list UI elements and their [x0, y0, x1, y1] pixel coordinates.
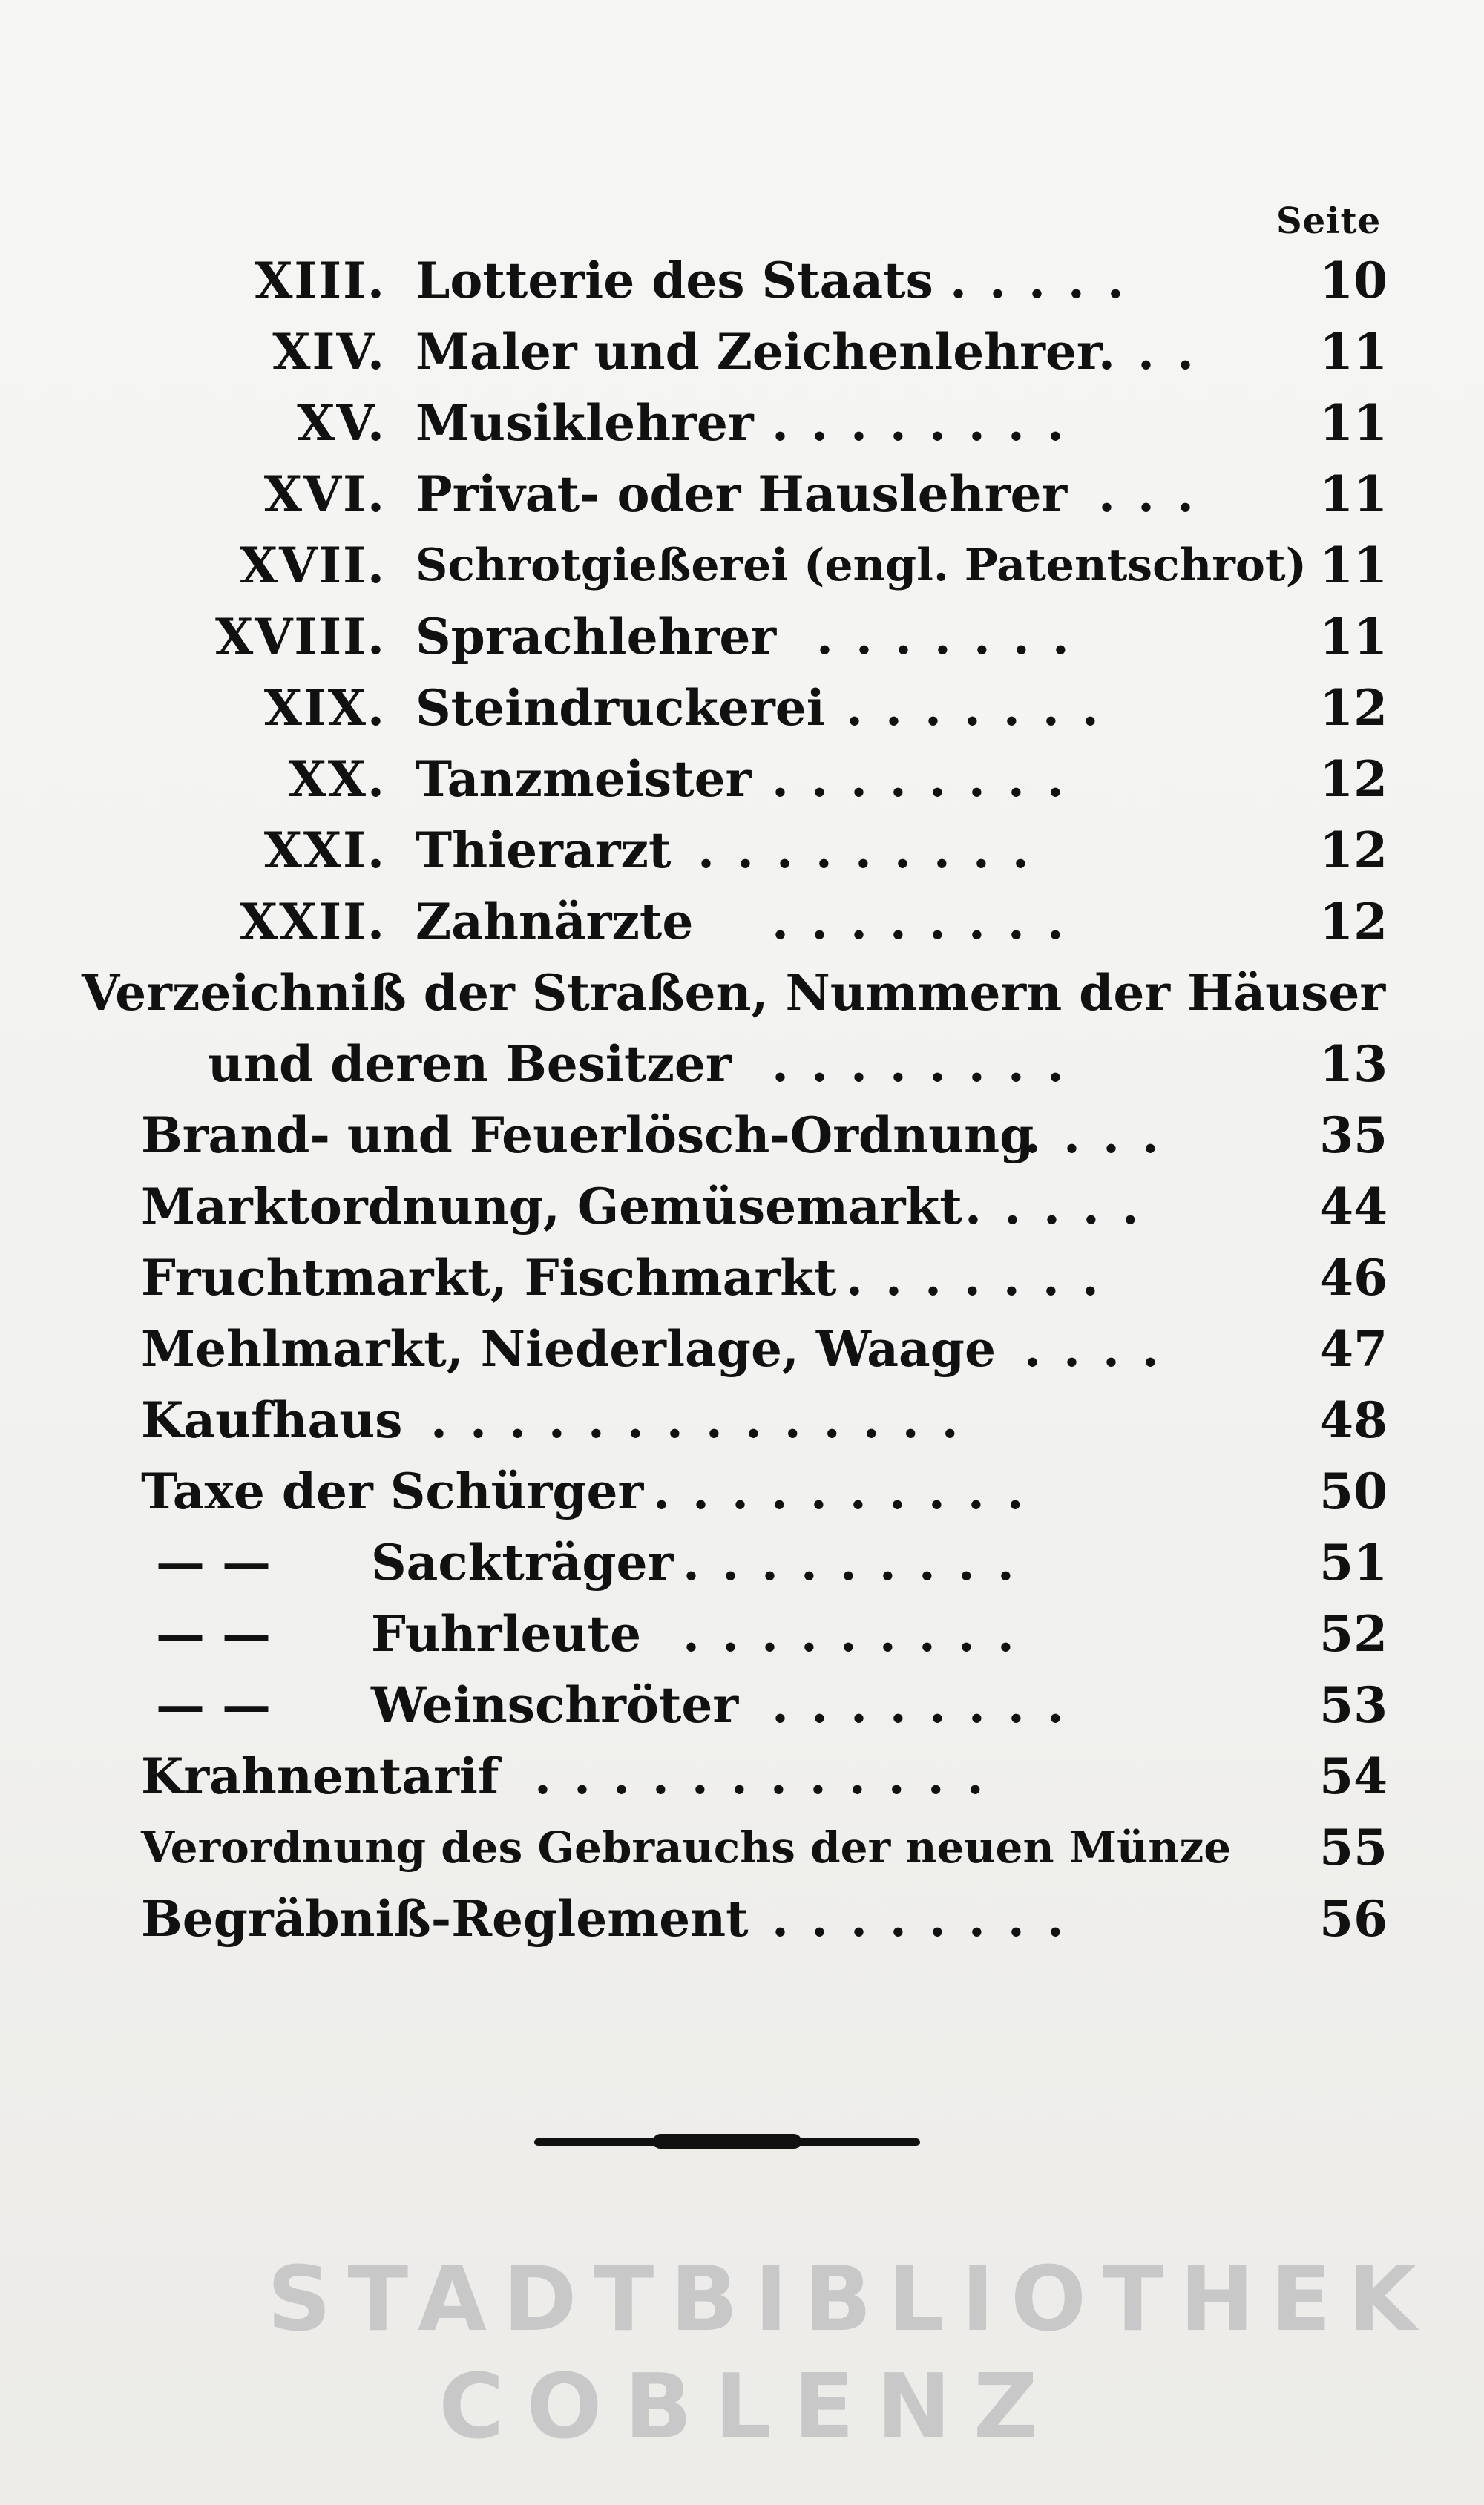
entry-numeral: XX.	[288, 750, 386, 808]
entry-page: 50	[1319, 1462, 1388, 1520]
toc-entry	[0, 387, 1484, 459]
entry-page: 53	[1319, 1676, 1388, 1734]
toc-entry	[0, 1242, 1484, 1313]
entry-label: Verzeichniß der Straßen, Nummern der Häuser	[82, 964, 1386, 1022]
entry-label: Zahnärzte	[416, 893, 694, 951]
leader-dots: .......	[846, 679, 1121, 737]
entry-numeral: XIII.	[255, 252, 386, 309]
page-column-header: Seite	[1276, 200, 1382, 242]
entry-label: Weinschröter	[371, 1676, 739, 1734]
entry-page: 11	[1319, 323, 1388, 381]
entry-page: 48	[1319, 1391, 1388, 1449]
entry-page: 12	[1319, 679, 1388, 737]
toc-entry-street-register	[0, 957, 1484, 1028]
ditto-dashes: — —	[156, 1534, 271, 1592]
leader-dots: ............	[534, 1747, 1006, 1805]
leader-dots: ........	[772, 1890, 1086, 1948]
entry-numeral: XVII.	[239, 536, 386, 594]
entry-page: 10	[1319, 252, 1388, 309]
entry-page: 44	[1319, 1178, 1388, 1235]
leader-dots: ...	[1098, 465, 1216, 523]
entry-label: Sackträger	[371, 1534, 674, 1592]
entry-page: 11	[1319, 465, 1388, 523]
closing-rule-center	[653, 2134, 801, 2149]
stamp-line-1: STADTBIBLIOTHEK	[267, 2248, 1434, 2351]
entry-page: 12	[1319, 750, 1388, 808]
entry-label: Thierarzt	[416, 821, 672, 879]
toc-entry	[0, 815, 1484, 886]
entry-label: Lotterie des Staats	[416, 252, 933, 309]
leader-dots: ........	[772, 394, 1086, 452]
entry-page: 47	[1319, 1320, 1388, 1378]
leader-dots: ........	[772, 750, 1086, 808]
toc-entry	[0, 459, 1484, 530]
library-stamp	[267, 2248, 1434, 2463]
leader-dots: ........	[772, 1035, 1086, 1093]
entry-label: Verordnung des Gebrauchs der neuen Münze	[141, 1822, 1232, 1873]
entry-page: 12	[1319, 821, 1388, 879]
entry-page: 46	[1319, 1249, 1388, 1307]
entry-numeral: XXII.	[239, 893, 386, 951]
entry-page: 11	[1319, 394, 1388, 452]
entry-label-continued: und deren Besitzer	[208, 1035, 732, 1093]
entry-label: Fuhrleute	[371, 1605, 641, 1663]
entry-page: 11	[1319, 536, 1388, 594]
entry-page: 56	[1319, 1890, 1388, 1948]
leader-dots: .........	[697, 821, 1051, 879]
entry-page: 12	[1319, 893, 1388, 951]
entry-label: Steindruckerei	[416, 679, 825, 737]
entry-numeral: XXI.	[263, 821, 386, 879]
toc-entry	[0, 1883, 1484, 1954]
entry-label: Privat- oder Hauslehrer	[416, 465, 1068, 523]
toc-entry	[0, 886, 1484, 957]
entry-label: Krahnentarif	[141, 1747, 499, 1805]
toc-entry	[0, 530, 1484, 601]
leader-dots: .......	[816, 608, 1091, 666]
entry-page: 52	[1319, 1605, 1388, 1663]
toc-entry	[0, 743, 1484, 815]
leader-dots: ....	[1024, 1320, 1181, 1378]
entry-numeral: XIX.	[263, 679, 386, 737]
toc-entry	[0, 1812, 1484, 1883]
leader-dots: ........	[772, 893, 1086, 951]
toc-subentry	[0, 1598, 1484, 1670]
entry-page: 55	[1319, 1819, 1388, 1877]
toc-entry	[0, 1385, 1484, 1456]
leader-dots: .......	[846, 1249, 1121, 1307]
entry-label: Musiklehrer	[416, 394, 754, 452]
leader-dots: ..........	[653, 1462, 1046, 1520]
toc-entry	[0, 1100, 1484, 1171]
entry-page: 11	[1319, 608, 1388, 666]
entry-label: Kaufhaus	[141, 1391, 403, 1449]
entry-page: 35	[1319, 1106, 1388, 1164]
stamp-line-2: COBLENZ	[439, 2356, 1060, 2459]
toc-entry	[0, 245, 1484, 316]
leader-dots: .........	[683, 1605, 1037, 1663]
entry-label: Taxe der Schürger	[141, 1462, 644, 1520]
toc-entry	[0, 1741, 1484, 1812]
entry-label: Sprachlehrer	[416, 608, 777, 666]
entry-page: 13	[1319, 1035, 1388, 1093]
entry-numeral: XIV.	[272, 323, 386, 381]
entry-numeral: XV.	[297, 394, 386, 452]
toc-entry	[0, 672, 1484, 743]
entry-label: Mehlmarkt, Niederlage, Waage	[141, 1320, 996, 1378]
toc-entry	[0, 1456, 1484, 1527]
ditto-dashes: — —	[156, 1676, 271, 1734]
toc-entry	[0, 1171, 1484, 1242]
entry-label: Fruchtmarkt, Fischmarkt	[141, 1249, 837, 1307]
entry-label: Maler und Zeichenlehrer	[416, 323, 1103, 381]
leader-dots: .........	[683, 1534, 1037, 1592]
entry-label: Marktordnung, Gemüsemarkt	[141, 1178, 962, 1235]
toc-entry-street-register-cont	[0, 1028, 1484, 1100]
entry-numeral: XVI.	[263, 465, 386, 523]
leader-dots: ....	[1024, 1106, 1181, 1164]
entry-label: Tanzmeister	[416, 750, 752, 808]
toc-entry	[0, 1313, 1484, 1385]
toc-subentry	[0, 1527, 1484, 1598]
toc-entry	[0, 316, 1484, 387]
ditto-dashes: — —	[156, 1605, 271, 1663]
entry-label: Brand- und Feuerlösch-Ordnung	[141, 1106, 1034, 1164]
entry-page: 54	[1319, 1747, 1388, 1805]
leader-dots: .....	[965, 1178, 1161, 1235]
entry-label: Schrotgießerei (engl. Patentschrot)	[416, 539, 1307, 591]
toc-entry	[0, 601, 1484, 672]
leader-dots: .....	[950, 252, 1146, 309]
toc-subentry	[0, 1670, 1484, 1741]
leader-dots: ..............	[430, 1391, 981, 1449]
entry-numeral: XVIII.	[214, 608, 386, 666]
entry-page: 51	[1319, 1534, 1388, 1592]
entry-label: Begräbniß-Reglement	[141, 1890, 749, 1948]
leader-dots: ........	[772, 1676, 1086, 1734]
leader-dots: ...	[1098, 323, 1216, 381]
